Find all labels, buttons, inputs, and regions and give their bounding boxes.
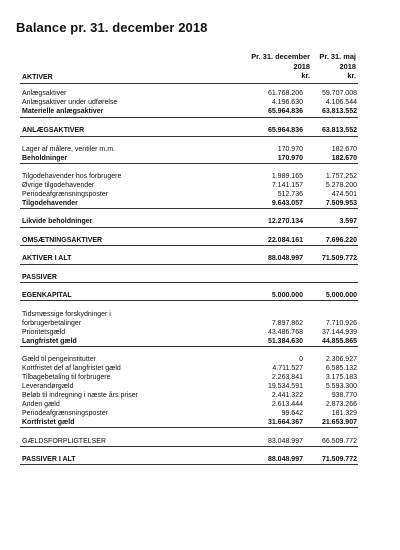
- column-header-line: kr.: [301, 71, 310, 81]
- row-label: Anlægsaktiver under udførelse: [22, 99, 118, 106]
- row-value-current: 0: [299, 356, 303, 363]
- row-value-current: 99.642: [281, 410, 303, 417]
- row-value-current: 170.970: [277, 146, 303, 153]
- row-label: Anden gæld: [22, 401, 60, 408]
- row-value-previous: 66.509.772: [321, 438, 357, 445]
- row-value-current: 51.384.630: [267, 338, 303, 345]
- row-value-previous: 2.873.266: [325, 401, 357, 408]
- row-value-current: 5.000.000: [271, 292, 303, 299]
- row-value-previous: 21.653.907: [321, 419, 357, 426]
- page-title: Balance pr. 31. december 2018: [16, 20, 208, 35]
- row-value-current: 2.441.322: [271, 392, 303, 399]
- row-value-previous: 7.509.953: [325, 200, 357, 207]
- row-value-previous: 59.707.008: [321, 90, 357, 97]
- row-value-current: 12.270.134: [267, 218, 303, 225]
- column-header-line: Pr. 31. december: [251, 52, 310, 61]
- row-label: Tilgodehavender hos forbrugere: [22, 173, 122, 180]
- row-value-previous: 2.306.927: [325, 356, 357, 363]
- column-header-line: 2018: [293, 61, 310, 71]
- row-value-current: 22.084.161: [267, 237, 303, 244]
- row-value-previous: 71.509.772: [321, 456, 357, 463]
- row-label: EGENKAPITAL: [22, 292, 72, 299]
- row-value-previous: 3.175.183: [325, 374, 357, 381]
- row-value-previous: 1.757.252: [325, 173, 357, 180]
- row-divider: [20, 245, 358, 246]
- column-header-line: kr.: [347, 71, 356, 81]
- row-label: Kortfristet del af langfristet gæld: [22, 365, 121, 372]
- row-value-current: 65.964.836: [267, 127, 303, 134]
- row-value-previous: 5.278.200: [325, 182, 357, 189]
- row-value-current: 1.989.165: [271, 173, 303, 180]
- row-label: Leverandørgæld: [22, 383, 74, 390]
- row-divider: [20, 208, 358, 209]
- row-label: Tilbagebetaling til forbrugere: [22, 374, 111, 381]
- row-value-current: 512.736: [277, 191, 303, 198]
- row-value-current: 7.141.157: [271, 182, 303, 189]
- row-divider: [20, 117, 358, 118]
- row-value-previous: 5.000.000: [325, 292, 357, 299]
- column-header-line: Pr. 31. maj: [319, 52, 356, 61]
- row-value-previous: 7.710.926: [325, 320, 357, 327]
- row-label: PASSIVER: [22, 274, 57, 281]
- row-label: Periodeafgrænsningsposter: [22, 410, 108, 417]
- row-value-previous: 181.329: [331, 410, 357, 417]
- table-row: [22, 254, 357, 264]
- table-row: [22, 107, 357, 117]
- row-label: Anlægsaktiver: [22, 90, 67, 97]
- row-divider: [20, 346, 358, 347]
- row-divider: [20, 446, 358, 447]
- row-value-current: 31.664.367: [267, 419, 303, 426]
- row-label: PASSIVER I ALT: [22, 456, 76, 463]
- row-value-current: 2.263.841: [271, 374, 303, 381]
- row-value-previous: 5.593.300: [325, 383, 357, 390]
- row-label: Tidsmæssige forskydninger i: [22, 311, 111, 318]
- row-divider: [20, 427, 358, 428]
- row-value-current: 88.048.997: [267, 255, 303, 262]
- row-label: Beløb til indregning i næste års priser: [22, 392, 138, 399]
- row-value-current: 83.048.997: [267, 438, 303, 445]
- row-divider: [20, 282, 358, 283]
- row-value-previous: 938.770: [331, 392, 357, 399]
- row-value-current: 2.613.444: [271, 401, 303, 408]
- row-divider: [20, 264, 358, 265]
- row-value-current: 9.643.057: [271, 200, 303, 207]
- row-value-previous: 474.501: [331, 191, 357, 198]
- row-value-previous: 6.585.132: [325, 365, 357, 372]
- row-value-previous: 63.813.552: [321, 127, 357, 134]
- row-label: AKTIVER I ALT: [22, 255, 72, 262]
- row-label: Øvrige tilgodehavender: [22, 182, 95, 189]
- row-label: Materielle anlægsaktiver: [22, 108, 104, 115]
- row-value-previous: 37.144.939: [321, 329, 357, 336]
- row-value-previous: 44.855.865: [321, 338, 357, 345]
- row-value-previous: 182.670: [331, 155, 357, 162]
- row-value-current: 43.486.768: [267, 329, 303, 336]
- row-value-current: 7.897.862: [271, 320, 303, 327]
- row-label: Langfristet gæld: [22, 338, 77, 345]
- row-label: GÆLDSFORPLIGTELSER: [22, 438, 107, 445]
- row-value-current: 65.964.836: [267, 108, 303, 115]
- row-label: Lager af målere, ventiler m.m.: [22, 146, 115, 153]
- row-divider: [20, 163, 358, 164]
- row-divider: [20, 227, 358, 228]
- table-row: [22, 217, 357, 227]
- row-label: Periodeafgrænsningsposter: [22, 191, 108, 198]
- row-label: AKTIVER: [22, 74, 53, 81]
- row-label: OMSÆTNINGSAKTIVER: [22, 237, 103, 244]
- row-label: Gæld til pengeinstitutter: [22, 356, 96, 363]
- row-value-previous: 63.813.552: [321, 108, 357, 115]
- row-divider: [20, 464, 358, 465]
- row-label: Likvide beholdninger: [22, 218, 93, 225]
- column-header-line: 2018: [339, 61, 356, 71]
- row-label: ANLÆGSAKTIVER: [22, 127, 85, 134]
- row-value-current: 19.534.591: [267, 383, 303, 390]
- row-value-current: 4.711.527: [272, 365, 303, 372]
- row-label: Prioritetsgæld: [22, 329, 66, 336]
- row-divider: [20, 300, 358, 301]
- row-value-current: 170.970: [277, 155, 303, 162]
- table-row: [22, 126, 357, 136]
- row-value-current: 4.196.630: [271, 99, 303, 106]
- row-divider: [20, 136, 358, 137]
- row-label: forbrugerbetalinger: [22, 320, 82, 327]
- row-divider: [20, 83, 358, 84]
- row-label: Tilgodehavender: [22, 200, 78, 207]
- row-value-previous: 7.696.220: [325, 237, 357, 244]
- row-value-current: 61.768.206: [267, 90, 303, 97]
- row-label: Beholdninger: [22, 155, 68, 162]
- table-row: [22, 73, 357, 83]
- row-value-previous: 3.597: [339, 218, 357, 225]
- row-value-previous: 182.670: [331, 146, 357, 153]
- row-value-current: 88.048.997: [267, 456, 303, 463]
- row-value-previous: 71.509.772: [321, 255, 357, 262]
- row-label: Kortfristet gæld: [22, 419, 75, 426]
- row-value-previous: 4.106.544: [325, 99, 357, 106]
